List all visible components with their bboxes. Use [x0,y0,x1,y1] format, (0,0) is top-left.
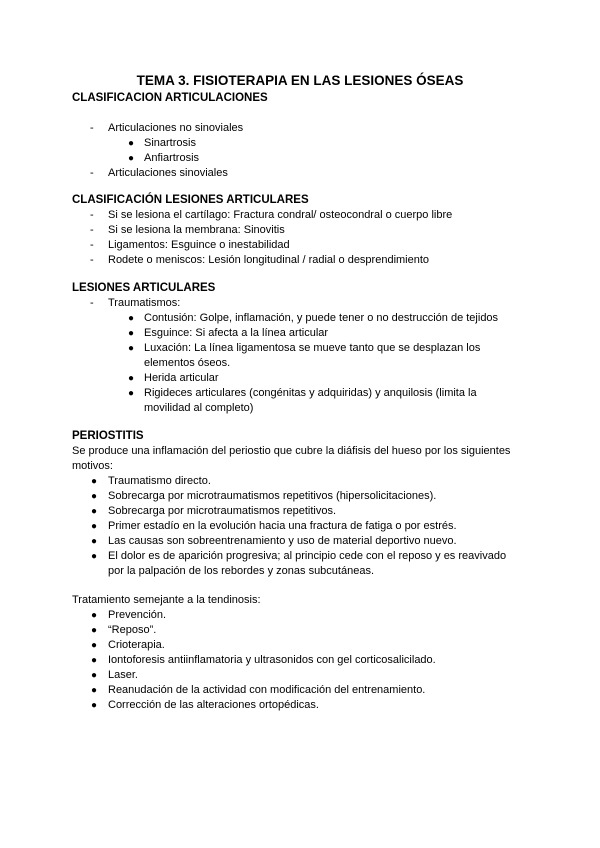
dash-marker: - [90,167,94,179]
heading-periostitis: PERIOSTITIS [72,430,144,442]
list-item: Sinartrosis [144,137,196,149]
list-item: Crioterapia. [108,639,165,651]
bullet-marker: ● [91,521,98,532]
bullet-marker: ● [91,625,98,636]
list-item: Las causas son sobreentrenamiento y uso de material deportivo nuevo. [108,535,457,547]
dash-marker: - [90,254,94,266]
bullet-marker: ● [91,491,98,502]
bullet-marker: ● [91,610,98,621]
list-item: “Reposo”. [108,624,157,636]
dash-marker: - [90,122,94,134]
bullet-marker: ● [128,343,135,354]
bullet-marker: ● [128,153,135,164]
list-item: Articulaciones no sinoviales [108,122,244,134]
list-item: Traumatismos: [108,297,181,309]
bullet-marker: ● [91,551,98,562]
bullet-marker: ● [91,670,98,681]
list-item: Ligamentos: Esguince o inestabilidad [108,239,290,251]
list-item: Contusión: Golpe, inflamación, y puede tener o no destrucción de tejidos [144,312,499,324]
paragraph-line: Se produce una inflamación del periostio que cubre la diáfisis del hueso por los siguientes [72,445,511,457]
dash-marker: - [90,209,94,221]
list-item: Luxación: La línea ligamentosa se mueve tanto que se desplazan los [144,342,481,354]
heading-lesiones-articulares: LESIONES ARTICULARES [72,282,216,294]
bullet-marker: ● [91,506,98,517]
list-item-continuation: por la palpación de los rebordes y zonas subcutáneas. [108,565,375,577]
treatment-intro: Tratamiento semejante a la tendinosis: [72,594,261,606]
list-item: Rigideces articulares (congénitas y adquiridas) y anquilosis (limita la [144,387,477,399]
bullet-marker: ● [91,700,98,711]
list-item: Herida articular [144,372,219,384]
list-item: Corrección de las alteraciones ortopédicas. [108,699,319,711]
paragraph-line: motivos: [72,460,113,472]
page-title: TEMA 3. FISIOTERAPIA EN LAS LESIONES ÓSEAS [136,73,464,88]
list-item: Laser. [108,669,138,681]
heading-clasificacion-articulaciones: CLASIFICACION ARTICULACIONES [72,92,268,104]
dash-marker: - [90,224,94,236]
list-item: Iontoforesis antiinflamatoria y ultrasonidos con gel corticosalicilado. [108,654,436,666]
bullet-marker: ● [91,640,98,651]
bullet-marker: ● [91,655,98,666]
list-item: Rodete o meniscos: Lesión longitudinal / radial o desprendimiento [108,254,430,266]
bullet-marker: ● [128,138,135,149]
list-item: Esguince: Si afecta a la línea articular [144,327,329,339]
bullet-marker: ● [91,685,98,696]
list-item: El dolor es de aparición progresiva; al principio cede con el reposo y es reavivado [108,550,507,562]
list-item: Prevención. [108,609,167,621]
dash-marker: - [90,239,94,251]
list-item: Reanudación de la actividad con modificación del entrenamiento. [108,684,426,696]
list-item: Primer estadío en la evolución hacia una fractura de fatiga o por estrés. [108,520,457,532]
list-item: Sobrecarga por microtraumatismos repetitivos (hipersolicitaciones). [108,490,437,502]
list-item: Articulaciones sinoviales [108,167,228,179]
bullet-marker: ● [128,313,135,324]
dash-marker: - [90,297,94,309]
bullet-marker: ● [128,373,135,384]
list-item: Anfiartrosis [144,152,200,164]
heading-clasificacion-lesiones: CLASIFICACIÓN LESIONES ARTICULARES [72,194,309,206]
bullet-marker: ● [91,536,98,547]
list-item: Traumatismo directo. [108,475,211,487]
list-item: Si se lesiona la membrana: Sinovitis [108,224,285,236]
list-item-continuation: movilidad al completo) [144,402,254,414]
bullet-marker: ● [128,388,135,399]
list-item: Si se lesiona el cartílago: Fractura condral/ osteocondral o cuerpo libre [108,209,453,221]
bullet-marker: ● [128,328,135,339]
list-item: Sobrecarga por microtraumatismos repetitivos. [108,505,337,517]
bullet-marker: ● [91,476,98,487]
list-item-continuation: elementos óseos. [144,357,231,369]
